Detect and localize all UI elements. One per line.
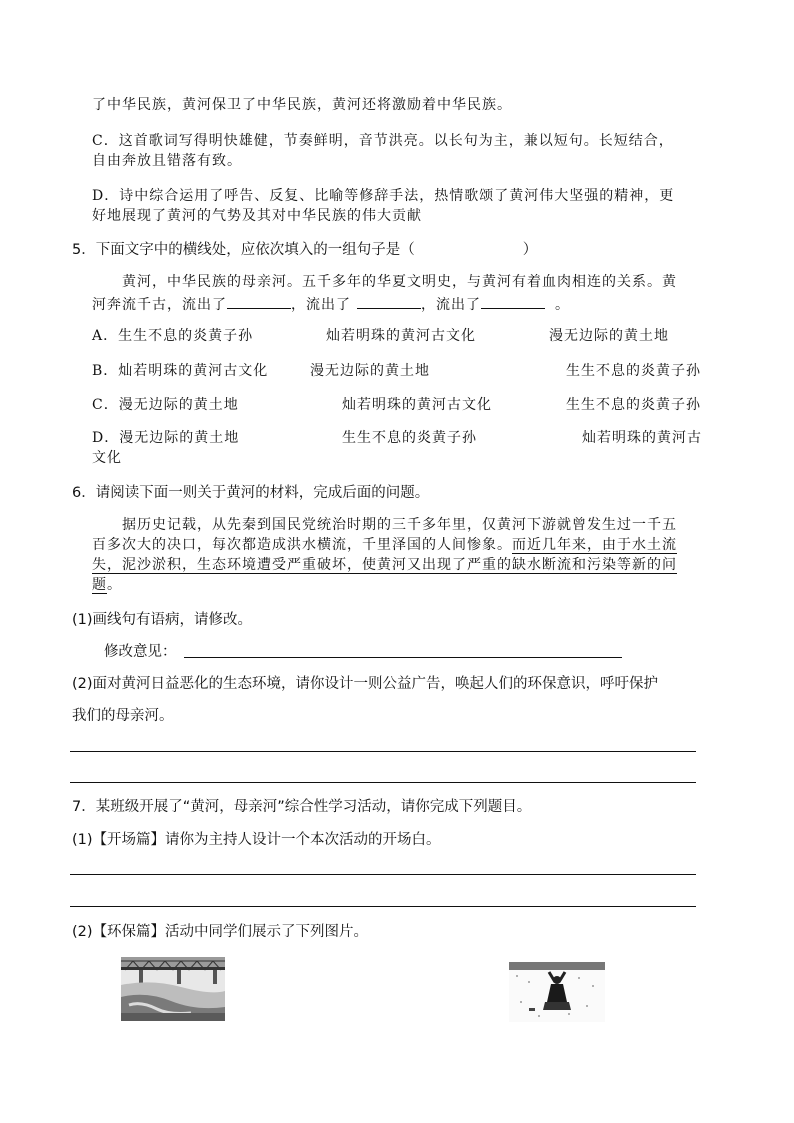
q5-option-b-label[interactable]: B．灿若明珠的黄河古文化 — [92, 363, 269, 379]
q7-sub2: (2)【环保篇】活动中同学们展示了下列图片。 — [72, 924, 369, 940]
q5-blank-3[interactable] — [481, 294, 545, 309]
q5-option-b-b: 漫无边际的黄土地 — [310, 363, 430, 379]
q4-line-top: 了中华民族，黄河保卫了中华民族，黄河还将激励着中华民族。 — [92, 97, 512, 113]
q6-stem: 6．请阅读下面一则关于黄河的材料，完成后面的问题。 — [72, 485, 430, 501]
q5-option-c-c: 生生不息的炎黄子孙 — [566, 397, 701, 413]
q5-option-a-label[interactable]: A．生生不息的炎黄子孙 — [92, 328, 254, 344]
q5-passage-line2: 河奔流千古，流出了 ，流出了 ，流出了 。 — [92, 294, 570, 315]
q4-option-d-line2: 好地展现了黄河的气势及其对中华民族的伟大贡献 — [92, 208, 422, 224]
q6-sub2-line2: 我们的母亲河。 — [72, 708, 174, 724]
q5-stem: 5．下面文字中的横线处，应依次填入的一组句子是（ ） — [72, 242, 538, 258]
q6-underlined-sentence-part2: 失，泥沙淤积，生态环境遭受严重破坏，使黄河又出现了严重的缺水断流和污染等新的问 — [92, 557, 677, 573]
q6-sub2-answer-line-2[interactable] — [70, 782, 696, 783]
q6-passage-line1: 据历史记载，从先秦到国民党统治时期的三千多年里，仅黄河下游就曾发生过一千五 — [122, 517, 677, 533]
q5-option-d-label[interactable]: D．漫无边际的黄土地 — [92, 430, 240, 446]
q4-option-c-line1: C．这首歌词写得明快雄健，节奏鲜明，音节洪亮。以长句为主，兼以短句。长短结合， — [92, 133, 674, 149]
q5-option-d-c: 灿若明珠的黄河古 — [582, 430, 702, 446]
q7-sub1: (1)【开场篇】请你为主持人设计一个本次活动的开场白。 — [72, 832, 441, 848]
q6-sub1-label: 修改意见： — [104, 644, 177, 660]
q5-option-d-b: 生生不息的炎黄子孙 — [342, 430, 477, 446]
q6-underlined-sentence-part1: 而近几年来，由于水土流 — [512, 537, 677, 553]
q4-option-d-line1: D．诗中综合运用了呼告、反复、比喻等修辞手法，热情歌颂了黄河伟大坚强的精神，更 — [92, 188, 675, 204]
q6-sub2-answer-line-1[interactable] — [70, 751, 696, 752]
q5-option-c-b: 灿若明珠的黄河古文化 — [342, 397, 492, 413]
q5-blank-2[interactable] — [357, 294, 421, 309]
q5-option-a-b: 灿若明珠的黄河古文化 — [326, 328, 476, 344]
q6-sub1-answer-line[interactable] — [184, 657, 622, 658]
q6-passage-line3 — [92, 555, 677, 575]
q7-stem: 7．某班级开展了“黄河，母亲河”综合性学习活动，请你完成下列题目。 — [72, 799, 532, 815]
q5-option-b-c: 生生不息的炎黄子孙 — [566, 363, 701, 379]
bridge-river-photo — [121, 957, 225, 1021]
q6-sub1: (1)画线句有语病，请修改。 — [72, 612, 253, 628]
person-in-snow-photo — [509, 962, 605, 1022]
q5-option-c-label[interactable]: C．漫无边际的黄土地 — [92, 397, 239, 413]
q6-underlined-sentence-part3: 题 — [92, 577, 107, 593]
q7-sub1-answer-line-1[interactable] — [70, 874, 696, 875]
q5-option-a-c: 漫无边际的黄土地 — [549, 328, 669, 344]
q5-option-d-wrap: 文化 — [92, 450, 122, 466]
q7-sub1-answer-line-2[interactable] — [70, 906, 696, 907]
q6-passage-line4: 题。 — [92, 577, 122, 593]
q4-option-c-line2: 自由奔放且错落有致。 — [92, 153, 242, 169]
q6-passage-line2: 百多次大的决口，每次都造成洪水横流，千里泽国的人间惨象。而近几年来，由于水土流 — [92, 537, 677, 553]
q5-passage-line1: 黄河，中华民族的母亲河。五千多年的华夏文明史，与黄河有着血肉相连的关系。黄 — [122, 274, 677, 290]
q5-blank-1[interactable] — [227, 294, 291, 309]
q6-sub2-line1: (2)面对黄河日益恶化的生态环境，请你设计一则公益广告，唤起人们的环保意识，呼吁保护 — [72, 676, 659, 692]
